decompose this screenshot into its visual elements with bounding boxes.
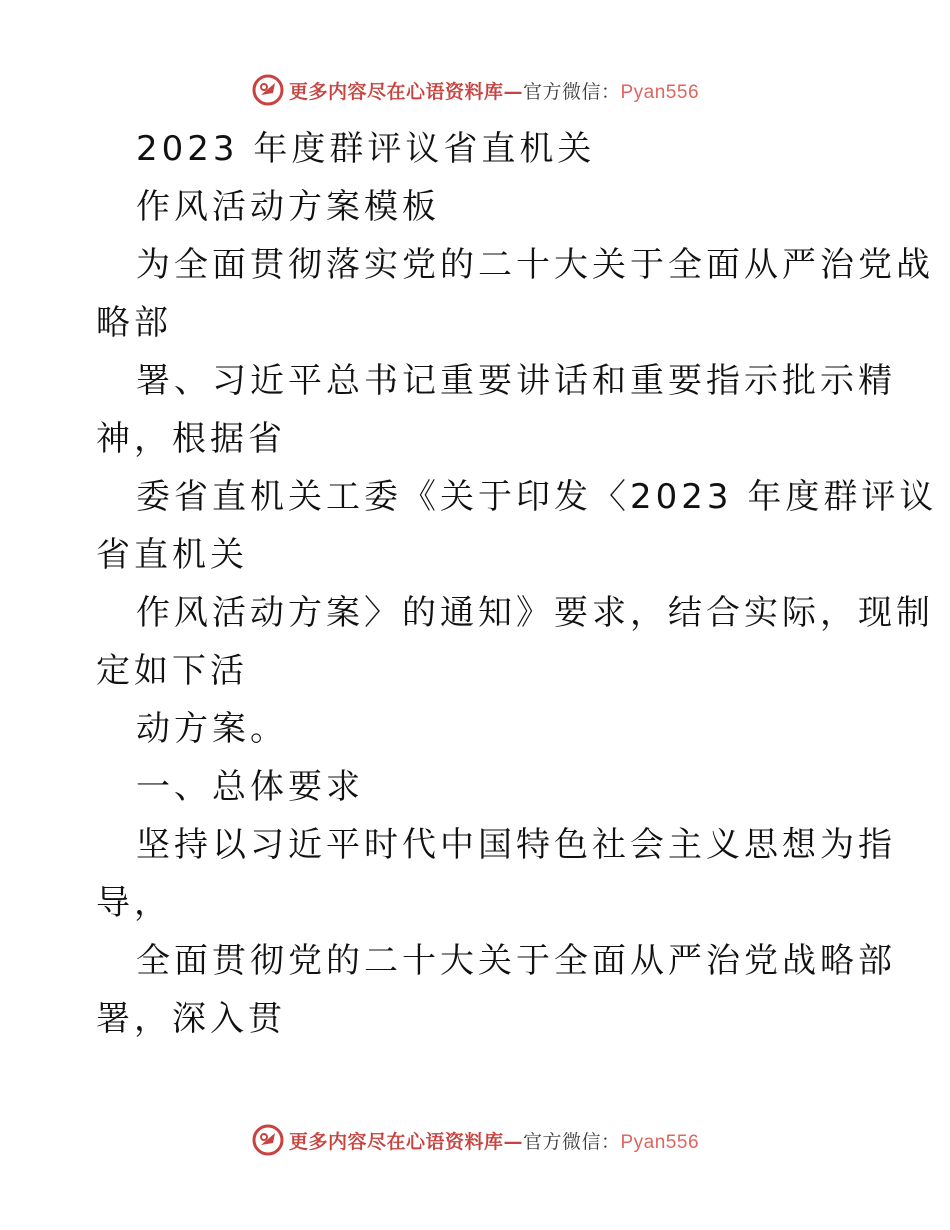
doc-paragraph-line: 略部 bbox=[96, 303, 172, 343]
doc-title-line-1: 2023 年度群评议省直机关 bbox=[136, 129, 596, 169]
doc-paragraph-line: 署、习近平总书记重要讲话和重要指示批示精 bbox=[136, 361, 896, 401]
doc-paragraph-line: 署，深入贯 bbox=[96, 999, 286, 1039]
doc-paragraph-line: 作风活动方案〉的通知》要求，结合实际，现制 bbox=[136, 593, 934, 633]
doc-paragraph-line: 委省直机关工委《关于印发〈2023 年度群评议 bbox=[136, 477, 938, 517]
document-body bbox=[96, 120, 938, 1048]
banner-text: 更多内容尽在心语资料库—官方微信：Pyan556 bbox=[288, 1130, 700, 1153]
doc-paragraph-line: 神，根据省 bbox=[96, 419, 286, 459]
doc-title-line-2: 作风活动方案模板 bbox=[136, 187, 440, 227]
doc-paragraph-line: 为全面贯彻落实党的二十大关于全面从严治党战 bbox=[136, 245, 934, 285]
doc-paragraph-line: 导， bbox=[96, 883, 172, 923]
brand-logo-icon bbox=[251, 1123, 285, 1157]
banner-text: 更多内容尽在心语资料库—官方微信：Pyan556 bbox=[288, 80, 700, 103]
doc-paragraph-line: 动方案。 bbox=[136, 709, 288, 749]
section-heading: 一、总体要求 bbox=[136, 767, 364, 807]
doc-paragraph-line: 定如下活 bbox=[96, 651, 248, 691]
doc-paragraph-line: 省直机关 bbox=[96, 535, 248, 575]
brand-logo-icon bbox=[251, 73, 285, 107]
doc-paragraph-line: 坚持以习近平时代中国特色社会主义思想为指 bbox=[136, 825, 896, 865]
header-banner bbox=[0, 70, 950, 110]
doc-paragraph-line: 全面贯彻党的二十大关于全面从严治党战略部 bbox=[136, 941, 896, 981]
footer-banner bbox=[0, 1120, 950, 1160]
